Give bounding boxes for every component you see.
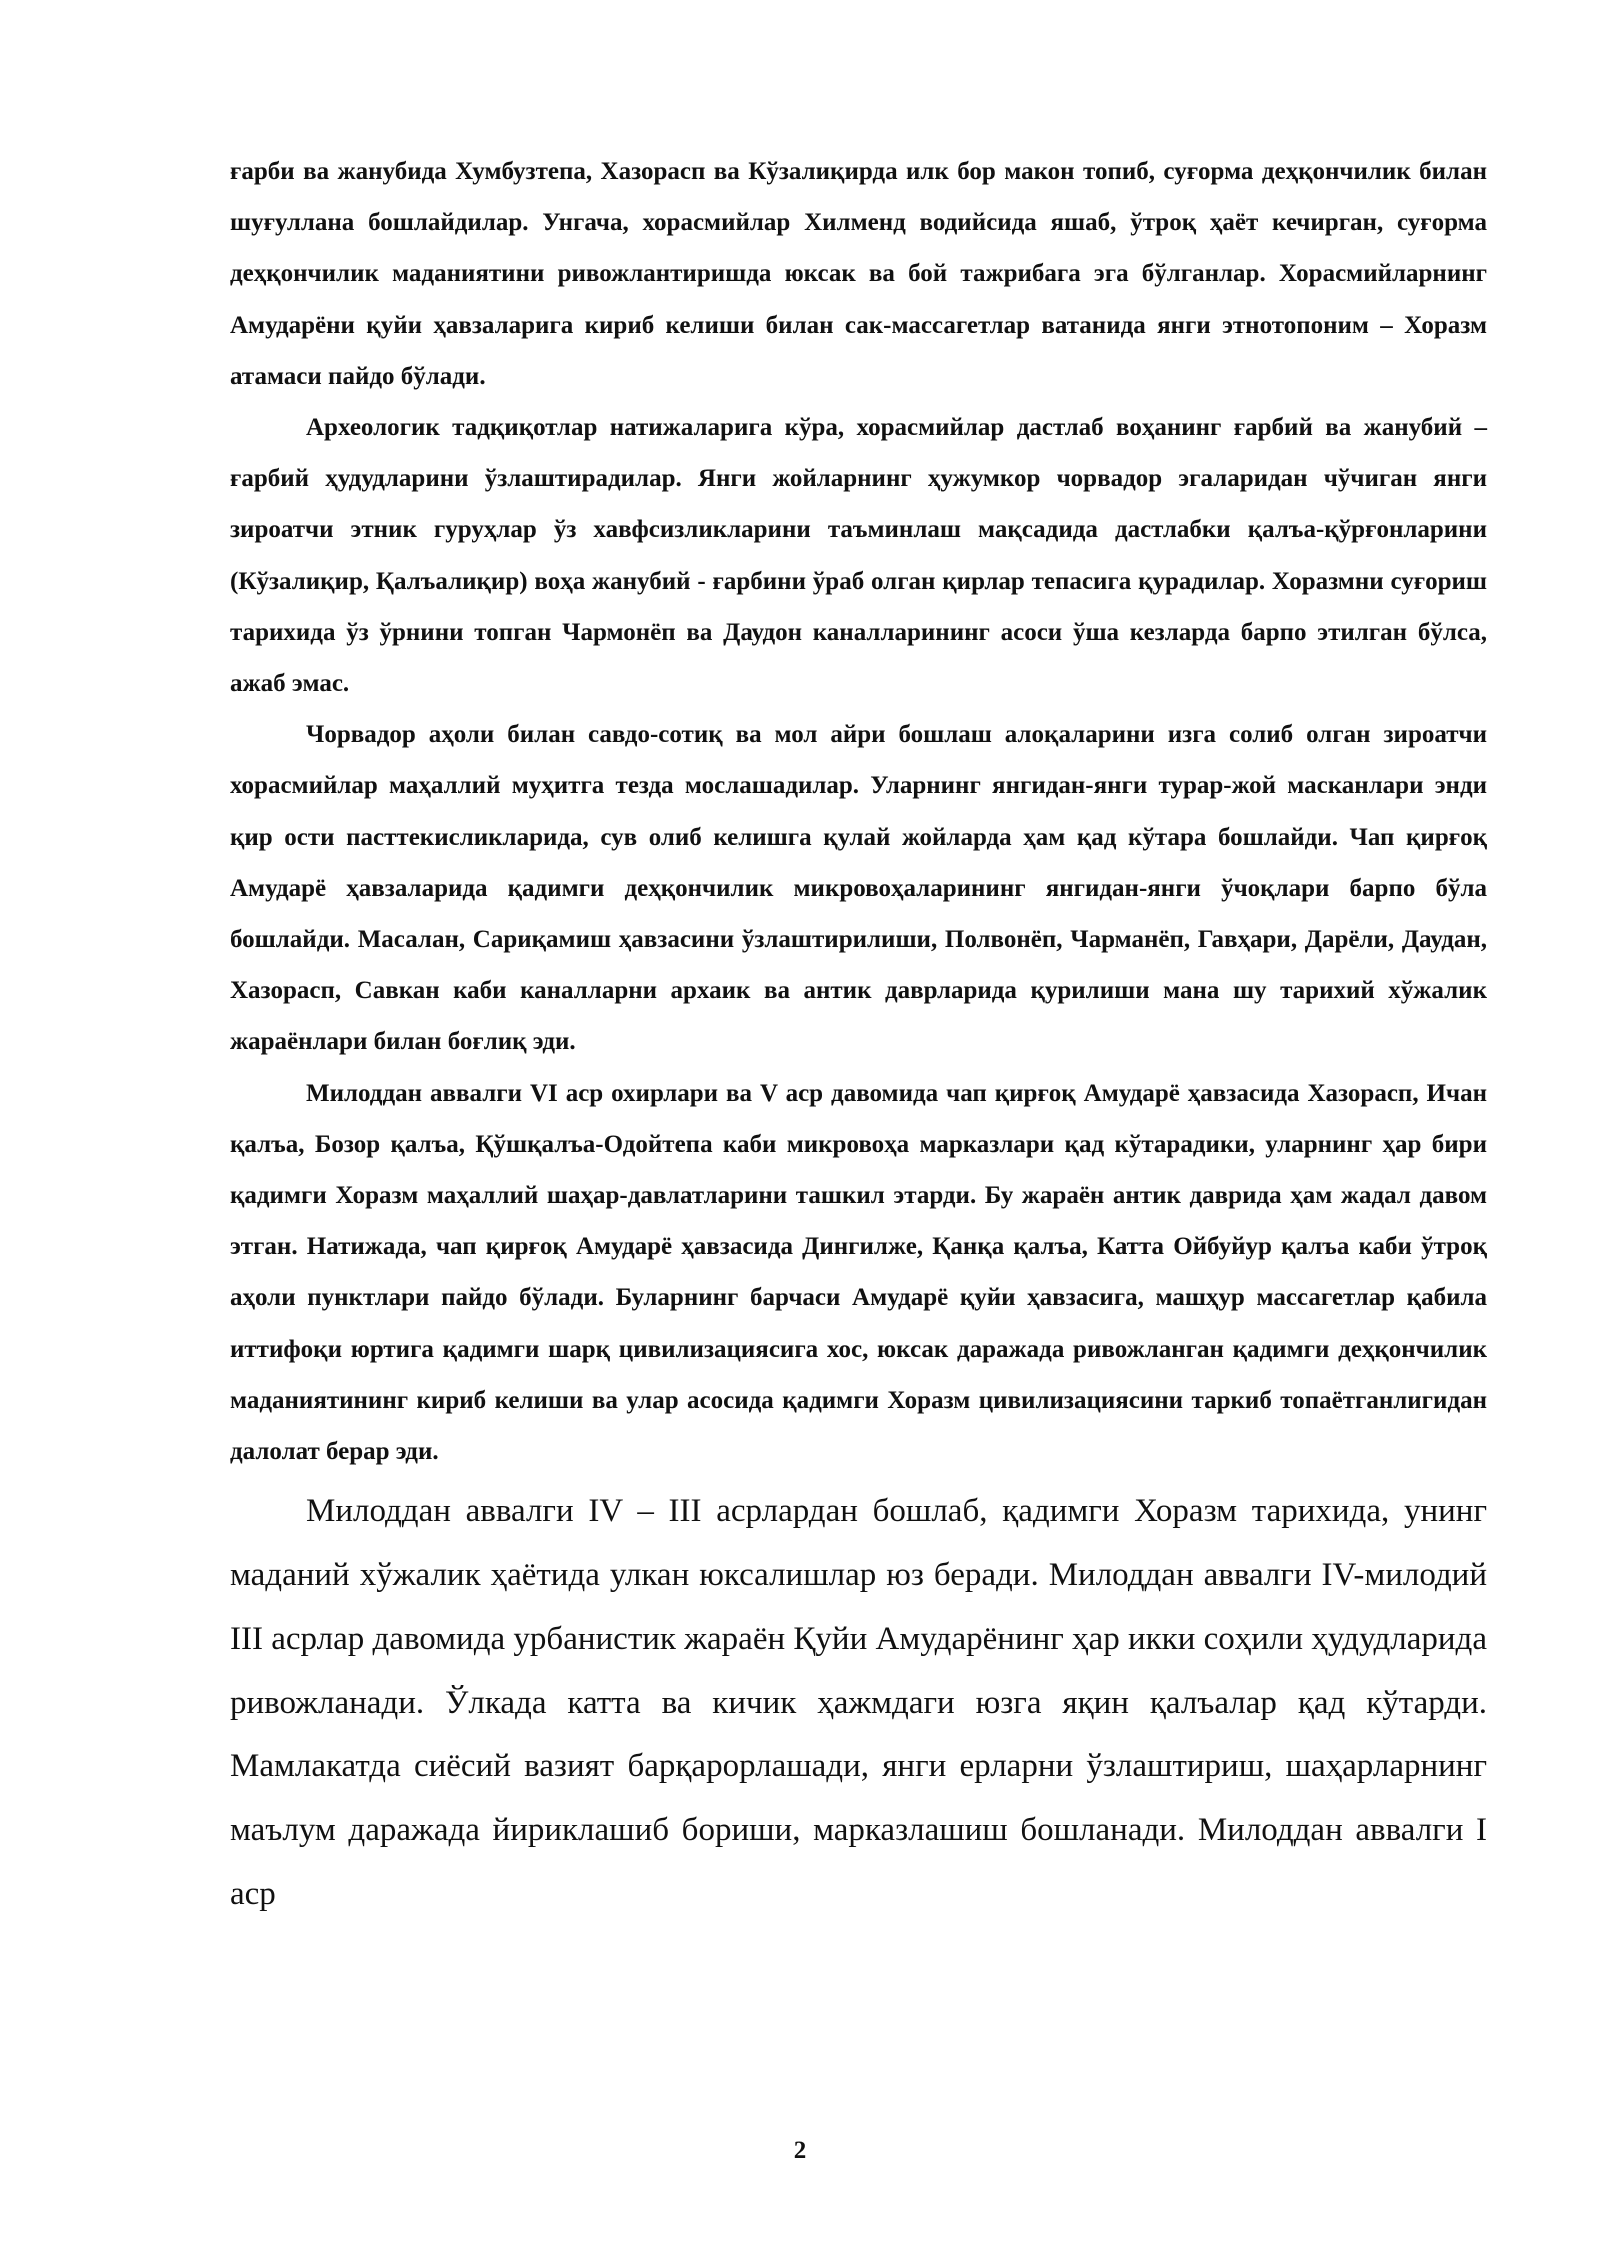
paragraph-5: Милоддан аввалги IV – III асрлардан бошлаб, қадимги Хоразм тарихида, унинг маданий хўжалик ҳаётида улкан юксалишлар юз беради. Милоддан аввалги IV-милодий III асрлар давомида урбанистик жараён Қуйи Амударёнинг ҳар икки соҳили ҳудудларида ривожланади. Ўлкада катта ва кичик ҳажмдаги юзга яқин қалъалар қад кўтарди. Мамлакатда сиёсий вазият барқарорлашади, янги ерларни ўзлаштириш, шаҳарларнинг маълум даражада йириклашиб бориши, марказлашиш бошланади. Милоддан аввалги I аср bbox=[230, 1493, 1487, 1913]
body-text bbox=[230, 146, 1487, 1927]
paragraph-4: Милоддан аввалги VI аср охирлари ва V аср давомида чап қирғоқ Амударё ҳавзасида Хазорасп, Ичан қалъа, Бозор қалъа, Қўшқалъа-Одойтепа каби микровоҳа марказлари қад кўтарадики, уларнинг ҳар бири қадимги Хоразм маҳаллий шаҳар-давлатларини ташкил этарди. Бу жараён антик даврида ҳам жадал давом этган. Натижада, чап қирғоқ Амударё ҳавзасида Дингилже, Қанқа қалъа, Катта Ойбуйур қалъа каби ўтроқ аҳоли пунктлари пайдо бўлади. Буларнинг барчаси Амударё қуйи ҳавзасига, машҳур массагетлар қабила иттифоқи юртига қадимги шарқ цивилизациясига хос, юксак даражада ривожланган қадимги деҳқончилик маданиятининг кириб келиши ва улар асосида қадимги Хоразм цивилизациясини таркиб топаётганлигидан далолат берар эди. bbox=[230, 1079, 1487, 1466]
paragraph-3: Чорвадор аҳоли билан савдо-сотиқ ва мол айри бошлаш алоқаларини изга солиб олган зироатчи хорасмийлар маҳаллий муҳитга тезда мослашадилар. Уларнинг янгидан-янги турар-жой масканлари энди қир ости пасттекисликларида, сув олиб келишга қулай жойларда ҳам қад кўтара бошлайди. Чап қирғоқ Амударё ҳавзаларида қадимги деҳқончилик микровоҳаларининг янгидан-янги ўчоқлари барпо бўла бошлайди. Масалан, Сариқамиш ҳавзасини ўзлаштирилиши, Полвонёп, Чарманёп, Гавҳари, Дарёли, Даудан, Хазорасп, Савкан каби каналларни архаик ва антик даврларида қурилиши мана шу тарихий хўжалик жараёнлари билан боғлиқ эди. bbox=[230, 721, 1487, 1056]
paragraph-1: ғарби ва жанубида Хумбузтепа, Хазорасп ва Кўзалиқирда илк бор макон топиб, суғорма деҳқончилик билан шуғуллана бошлайдилар. Унгача, хорасмийлар Хилменд водийсида яшаб, ўтроқ ҳаёт кечирган, суғорма деҳқончилик маданиятини ривожлантиришда юксак ва бой тажрибага эга бўлганлар. Хорасмийларнинг Амударёни қуйи ҳавзаларига кириб келиши билан сак-массагетлар ватанида янги этнотопоним – Хоразм атамаси пайдо бўлади. bbox=[230, 158, 1487, 390]
paragraph-2: Археологик тадқиқотлар натижаларига кўра, хорасмийлар дастлаб воҳанинг ғарбий ва жанубий – ғарбий ҳудудларини ўзлаштирадилар. Янги жойларнинг ҳужумкор чорвадор эгаларидан чўчиган янги зироатчи этник гуруҳлар ўз хавфсизликларини таъминлаш мақсадида дастлабки қалъа-қўрғонларини (Кўзалиқир, Қалъалиқир) воҳа жанубий - ғарбини ўраб олган қирлар тепасига қурадилар. Хоразмни суғориш тарихида ўз ўрнини топган Чармонёп ва Даудон каналларининг асоси ўша кезларда барпо этилган бўлса, ажаб эмас. bbox=[230, 414, 1487, 698]
page-number: 2 bbox=[793, 2137, 807, 2164]
